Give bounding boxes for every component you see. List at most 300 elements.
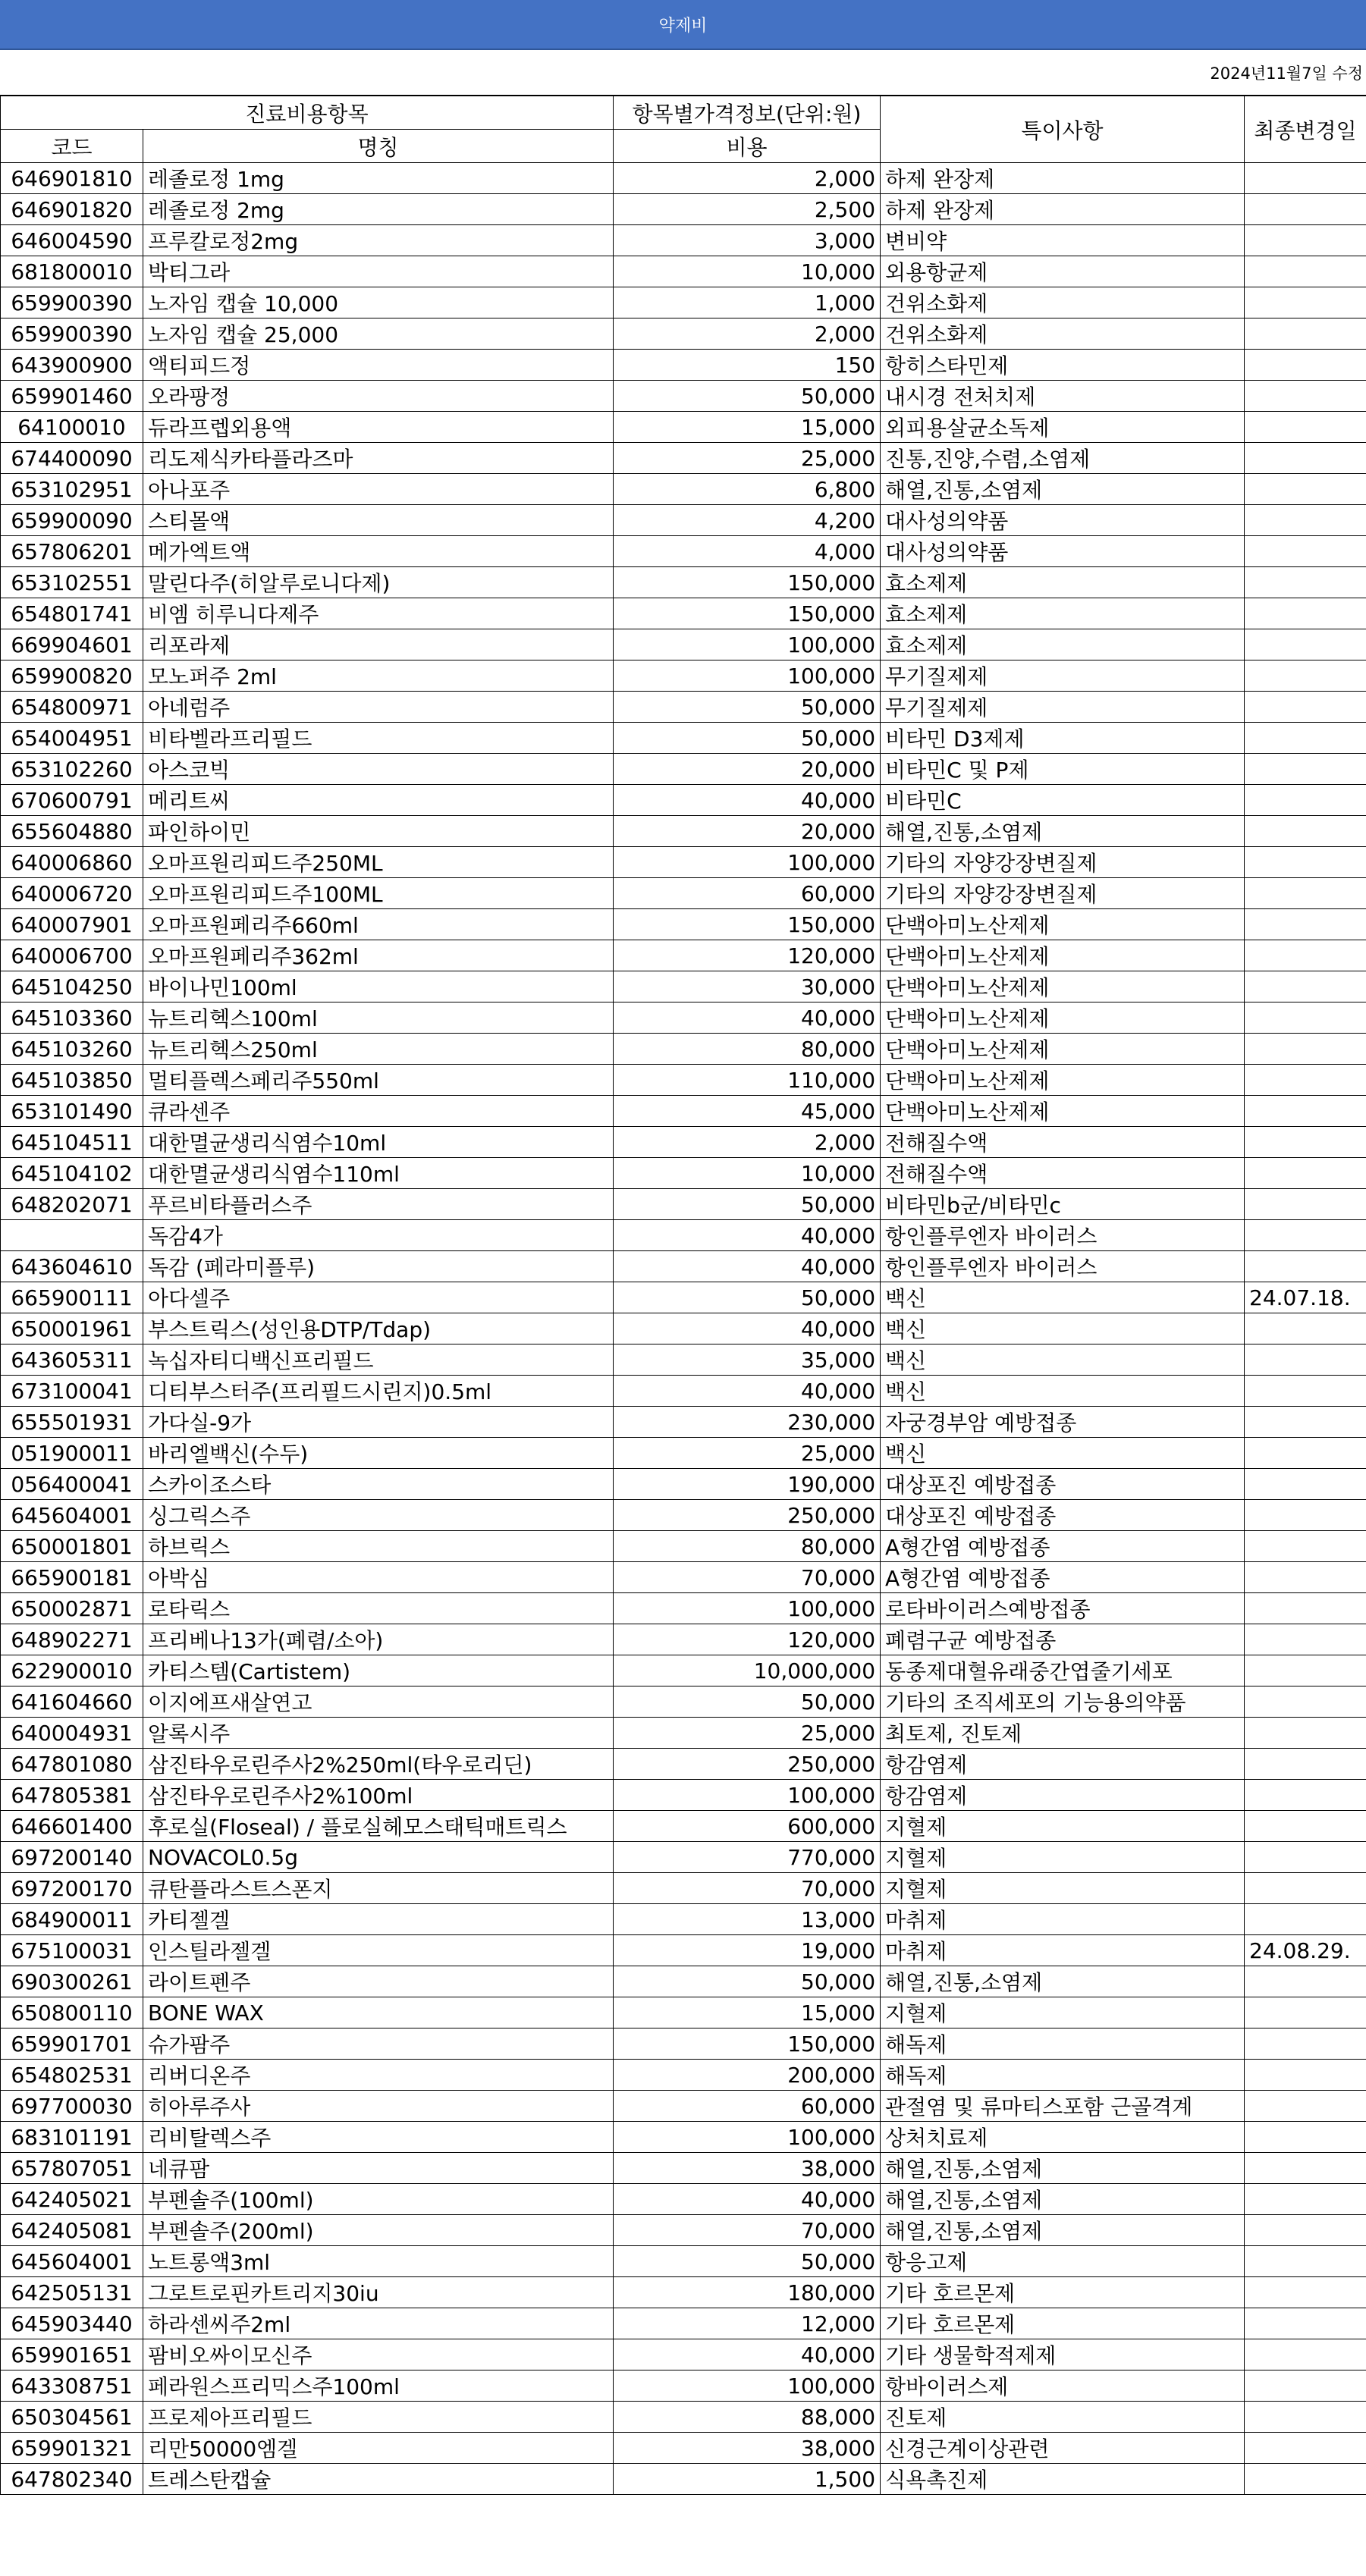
last-changed-cell: [1245, 1593, 1366, 1624]
cost-cell: 40,000: [614, 1251, 881, 1282]
note-cell: 백신: [881, 1282, 1245, 1313]
table-row: [1, 536, 1366, 567]
name-cell: 리비탈렉스주: [143, 2122, 614, 2153]
cost-cell: 80,000: [614, 1531, 881, 1562]
cost-cell: 35,000: [614, 1344, 881, 1376]
note-cell: 해독제: [881, 2028, 1245, 2060]
code-cell: 642405081: [1, 2215, 143, 2246]
last-changed-cell: [1245, 629, 1366, 660]
name-cell: 아박심: [143, 1562, 614, 1593]
code-cell: 659901651: [1, 2339, 143, 2370]
table-row: [1, 878, 1366, 909]
table-row: [1, 816, 1366, 847]
last-changed-cell: [1245, 350, 1366, 381]
last-changed-cell: [1245, 412, 1366, 443]
note-cell: 단백아미노산제제: [881, 909, 1245, 940]
code-cell: 659900390: [1, 318, 143, 350]
name-cell: 뉴트리헥스100ml: [143, 1002, 614, 1034]
code-cell: 681800010: [1, 256, 143, 287]
cost-cell: 230,000: [614, 1407, 881, 1438]
note-cell: 대상포진 예방접종: [881, 1469, 1245, 1500]
note-cell: 내시경 전처치제: [881, 381, 1245, 412]
table-row: [1, 1749, 1366, 1780]
cost-cell: 50,000: [614, 1189, 881, 1220]
table-row: [1, 1189, 1366, 1220]
cost-cell: 2,000: [614, 1127, 881, 1158]
code-cell: 640006720: [1, 878, 143, 909]
table-row: [1, 1002, 1366, 1034]
code-cell: 650001801: [1, 1531, 143, 1562]
cost-cell: 150,000: [614, 2028, 881, 2060]
code-cell: 647801080: [1, 1749, 143, 1780]
cost-cell: 40,000: [614, 2184, 881, 2215]
cost-cell: 20,000: [614, 754, 881, 785]
name-cell: BONE WAX: [143, 1997, 614, 2028]
note-cell: 항감염제: [881, 1780, 1245, 1811]
name-cell: NOVACOL0.5g: [143, 1842, 614, 1873]
last-changed-cell: [1245, 2091, 1366, 2122]
name-cell: 리버디온주: [143, 2060, 614, 2091]
table-row: [1, 692, 1366, 723]
cost-cell: 50,000: [614, 1282, 881, 1313]
table-row: [1, 723, 1366, 754]
note-cell: 대사성의약품: [881, 536, 1245, 567]
note-cell: 마취제: [881, 1904, 1245, 1935]
note-cell: 진통,진양,수렴,소염제: [881, 443, 1245, 474]
cost-cell: 100,000: [614, 629, 881, 660]
code-cell: 645604001: [1, 1500, 143, 1531]
last-changed-cell: [1245, 754, 1366, 785]
code-cell: 645103360: [1, 1002, 143, 1034]
code-cell: 646901820: [1, 194, 143, 225]
code-cell: 654004951: [1, 723, 143, 754]
last-changed-cell: [1245, 1096, 1366, 1127]
name-cell: 카티스템(Cartistem): [143, 1655, 614, 1686]
note-cell: 지혈제: [881, 1811, 1245, 1842]
note-cell: 백신: [881, 1313, 1245, 1344]
name-cell: 히아루주사: [143, 2091, 614, 2122]
name-cell: 오마프원페리주362ml: [143, 940, 614, 971]
note-cell: 단백아미노산제제: [881, 1096, 1245, 1127]
code-cell: 051900011: [1, 1438, 143, 1469]
last-changed-cell: [1245, 1065, 1366, 1096]
table-row: [1, 1531, 1366, 1562]
name-cell: 큐라센주: [143, 1096, 614, 1127]
name-cell: 하브릭스: [143, 1531, 614, 1562]
table-row: [1, 1780, 1366, 1811]
note-cell: 식욕촉진제: [881, 2464, 1245, 2495]
last-changed-cell: [1245, 971, 1366, 1002]
last-changed-cell: [1245, 1344, 1366, 1376]
note-cell: 백신: [881, 1438, 1245, 1469]
code-cell: 683101191: [1, 2122, 143, 2153]
code-cell: 640004931: [1, 1718, 143, 1749]
code-cell: 659901460: [1, 381, 143, 412]
cost-cell: 60,000: [614, 2091, 881, 2122]
revision-date: 2024년11월7일 수정: [0, 50, 1366, 96]
header-last-changed: 최종변경일: [1245, 96, 1366, 163]
cost-cell: 45,000: [614, 1096, 881, 1127]
last-changed-cell: [1245, 660, 1366, 692]
note-cell: 기타 호르몬제: [881, 2277, 1245, 2308]
table-row: [1, 971, 1366, 1002]
note-cell: 무기질제제: [881, 660, 1245, 692]
code-cell: 650002871: [1, 1593, 143, 1624]
code-cell: 643900900: [1, 350, 143, 381]
code-cell: 684900011: [1, 1904, 143, 1935]
last-changed-cell: [1245, 194, 1366, 225]
table-row: [1, 412, 1366, 443]
code-cell: 646601400: [1, 1811, 143, 1842]
name-cell: 녹십자티디백신프리필드: [143, 1344, 614, 1376]
cost-cell: 190,000: [614, 1469, 881, 1500]
table-body: [1, 163, 1366, 2495]
name-cell: 액티피드정: [143, 350, 614, 381]
code-cell: 653102260: [1, 754, 143, 785]
note-cell: 로타바이러스예방접종: [881, 1593, 1245, 1624]
table-row: [1, 318, 1366, 350]
table-row: [1, 1624, 1366, 1655]
note-cell: 효소제제: [881, 629, 1245, 660]
note-cell: 대사성의약품: [881, 505, 1245, 536]
cost-cell: 110,000: [614, 1065, 881, 1096]
name-cell: 비타벨라프리필드: [143, 723, 614, 754]
code-cell: 665900111: [1, 1282, 143, 1313]
last-changed-cell: [1245, 2277, 1366, 2308]
last-changed-cell: [1245, 1873, 1366, 1904]
last-changed-cell: [1245, 1966, 1366, 1997]
table-row: [1, 1562, 1366, 1593]
name-cell: 뉴트리헥스250ml: [143, 1034, 614, 1065]
name-cell: 삼진타우로린주사2%100ml: [143, 1780, 614, 1811]
note-cell: 마취제: [881, 1935, 1245, 1966]
name-cell: 대한멸균생리식염수10ml: [143, 1127, 614, 1158]
table-row: [1, 847, 1366, 878]
cost-cell: 50,000: [614, 692, 881, 723]
table-row: [1, 1593, 1366, 1624]
name-cell: 부펜솔주(200ml): [143, 2215, 614, 2246]
code-cell: 640007901: [1, 909, 143, 940]
table-row: [1, 1251, 1366, 1282]
note-cell: 전해질수액: [881, 1158, 1245, 1189]
sheet-title: 약제비: [0, 0, 1366, 50]
last-changed-cell: [1245, 1158, 1366, 1189]
cost-cell: 40,000: [614, 2339, 881, 2370]
code-cell: 650304561: [1, 2402, 143, 2433]
table-row: [1, 754, 1366, 785]
code-cell: 650001961: [1, 1313, 143, 1344]
name-cell: 푸르비타플러스주: [143, 1189, 614, 1220]
table-row: [1, 505, 1366, 536]
note-cell: 지혈제: [881, 1842, 1245, 1873]
cost-cell: 100,000: [614, 660, 881, 692]
code-cell: 665900181: [1, 1562, 143, 1593]
cost-cell: 180,000: [614, 2277, 881, 2308]
note-cell: 상처치료제: [881, 2122, 1245, 2153]
name-cell: 스카이조스타: [143, 1469, 614, 1500]
note-cell: 기타 생물학적제제: [881, 2339, 1245, 2370]
name-cell: 로타릭스: [143, 1593, 614, 1624]
note-cell: 항인플루엔자 바이러스: [881, 1220, 1245, 1251]
last-changed-cell: [1245, 2028, 1366, 2060]
code-cell: 622900010: [1, 1655, 143, 1686]
name-cell: 이지에프새살연고: [143, 1686, 614, 1718]
note-cell: 백신: [881, 1376, 1245, 1407]
last-changed-cell: [1245, 1438, 1366, 1469]
last-changed-cell: [1245, 2246, 1366, 2277]
cost-cell: 10,000: [614, 1158, 881, 1189]
table-row: [1, 350, 1366, 381]
name-cell: 멀티플렉스페리주550ml: [143, 1065, 614, 1096]
name-cell: 프루칼로정2mg: [143, 225, 614, 256]
code-cell: [1, 1220, 143, 1251]
cost-cell: 50,000: [614, 2246, 881, 2277]
name-cell: 아네럼주: [143, 692, 614, 723]
code-cell: 641604660: [1, 1686, 143, 1718]
name-cell: 박티그라: [143, 256, 614, 287]
code-cell: 659900090: [1, 505, 143, 536]
code-cell: 655501931: [1, 1407, 143, 1438]
cost-cell: 100,000: [614, 847, 881, 878]
cost-cell: 100,000: [614, 2370, 881, 2402]
name-cell: 메리트씨: [143, 785, 614, 816]
last-changed-cell: [1245, 723, 1366, 754]
code-cell: 643308751: [1, 2370, 143, 2402]
table-row: [1, 2339, 1366, 2370]
note-cell: 최토제, 진토제: [881, 1718, 1245, 1749]
header-item-group: 진료비용항목: [1, 96, 614, 130]
last-changed-cell: [1245, 2339, 1366, 2370]
table-row: [1, 2060, 1366, 2091]
header-price-group: 항목별가격정보(단위:원): [614, 96, 881, 130]
code-cell: 653101490: [1, 1096, 143, 1127]
code-cell: 64100010: [1, 412, 143, 443]
name-cell: 하라센씨주2ml: [143, 2308, 614, 2339]
cost-cell: 250,000: [614, 1749, 881, 1780]
cost-cell: 120,000: [614, 940, 881, 971]
name-cell: 알록시주: [143, 1718, 614, 1749]
table-row: [1, 2028, 1366, 2060]
code-cell: 648902271: [1, 1624, 143, 1655]
code-cell: 674400090: [1, 443, 143, 474]
note-cell: 하제 완장제: [881, 163, 1245, 194]
name-cell: 아다셀주: [143, 1282, 614, 1313]
last-changed-cell: [1245, 1127, 1366, 1158]
note-cell: 항감염제: [881, 1749, 1245, 1780]
cost-cell: 10,000: [614, 256, 881, 287]
name-cell: 네큐팜: [143, 2153, 614, 2184]
cost-cell: 80,000: [614, 1034, 881, 1065]
name-cell: 라이트펜주: [143, 1966, 614, 1997]
name-cell: 아나포주: [143, 474, 614, 505]
last-changed-cell: [1245, 2370, 1366, 2402]
code-cell: 645103850: [1, 1065, 143, 1096]
last-changed-cell: [1245, 1034, 1366, 1065]
cost-cell: 20,000: [614, 816, 881, 847]
table-row: [1, 1842, 1366, 1873]
code-cell: 643604610: [1, 1251, 143, 1282]
note-cell: 동종제대혈유래중간엽줄기세포: [881, 1655, 1245, 1686]
code-cell: 645104250: [1, 971, 143, 1002]
code-cell: 645903440: [1, 2308, 143, 2339]
cost-cell: 100,000: [614, 2122, 881, 2153]
last-changed-cell: [1245, 940, 1366, 971]
cost-cell: 50,000: [614, 1966, 881, 1997]
last-changed-cell: [1245, 225, 1366, 256]
name-cell: 리포라제: [143, 629, 614, 660]
name-cell: 슈가팜주: [143, 2028, 614, 2060]
cost-cell: 1,500: [614, 2464, 881, 2495]
header-cost: 비용: [614, 130, 881, 163]
note-cell: 해열,진통,소염제: [881, 2184, 1245, 2215]
note-cell: 비타민C: [881, 785, 1245, 816]
note-cell: 효소제제: [881, 598, 1245, 629]
name-cell: 메가엑트액: [143, 536, 614, 567]
code-cell: 653102951: [1, 474, 143, 505]
table-row: [1, 2246, 1366, 2277]
code-cell: 673100041: [1, 1376, 143, 1407]
code-cell: 653102551: [1, 567, 143, 598]
cost-cell: 50,000: [614, 381, 881, 412]
name-cell: 말린다주(히알루로니다제): [143, 567, 614, 598]
drug-price-table: [0, 96, 1366, 2495]
code-cell: 643605311: [1, 1344, 143, 1376]
table-row: [1, 785, 1366, 816]
name-cell: 레졸로정 1mg: [143, 163, 614, 194]
last-changed-cell: [1245, 2464, 1366, 2495]
cost-cell: 19,000: [614, 1935, 881, 1966]
name-cell: 가다실-9가: [143, 1407, 614, 1438]
table-row: [1, 2402, 1366, 2433]
note-cell: 외피용살균소독제: [881, 412, 1245, 443]
last-changed-cell: [1245, 318, 1366, 350]
last-changed-cell: [1245, 256, 1366, 287]
last-changed-cell: [1245, 692, 1366, 723]
name-cell: 모노퍼주 2ml: [143, 660, 614, 692]
note-cell: 기타의 자양강장변질제: [881, 847, 1245, 878]
last-changed-cell: [1245, 1407, 1366, 1438]
name-cell: 프리베나13가(폐렴/소아): [143, 1624, 614, 1655]
code-cell: 654800971: [1, 692, 143, 723]
table-row: [1, 1438, 1366, 1469]
last-changed-cell: [1245, 1780, 1366, 1811]
cost-cell: 25,000: [614, 443, 881, 474]
code-cell: 647802340: [1, 2464, 143, 2495]
table-row: [1, 474, 1366, 505]
note-cell: 항히스타민제: [881, 350, 1245, 381]
name-cell: 싱그릭스주: [143, 1500, 614, 1531]
name-cell: 그로트로핀카트리지30iu: [143, 2277, 614, 2308]
last-changed-cell: [1245, 1686, 1366, 1718]
cost-cell: 15,000: [614, 1997, 881, 2028]
cost-cell: 50,000: [614, 1686, 881, 1718]
cost-cell: 25,000: [614, 1718, 881, 1749]
table-row: [1, 1935, 1366, 1966]
table-row: [1, 1718, 1366, 1749]
name-cell: 노자임 캡슐 25,000: [143, 318, 614, 350]
name-cell: 파인하이민: [143, 816, 614, 847]
table-row: [1, 1500, 1366, 1531]
cost-cell: 100,000: [614, 1780, 881, 1811]
name-cell: 노자임 캡슐 10,000: [143, 287, 614, 318]
cost-cell: 4,200: [614, 505, 881, 536]
table-row: [1, 287, 1366, 318]
table-row: [1, 1376, 1366, 1407]
name-cell: 후로실(Floseal) / 플로실헤모스태틱매트릭스: [143, 1811, 614, 1842]
cost-cell: 600,000: [614, 1811, 881, 1842]
cost-cell: 40,000: [614, 1313, 881, 1344]
cost-cell: 100,000: [614, 1593, 881, 1624]
table-row: [1, 1065, 1366, 1096]
table-row: [1, 2122, 1366, 2153]
cost-cell: 40,000: [614, 1002, 881, 1034]
code-cell: 659900820: [1, 660, 143, 692]
last-changed-cell: [1245, 1189, 1366, 1220]
code-cell: 654801741: [1, 598, 143, 629]
cost-cell: 70,000: [614, 1873, 881, 1904]
note-cell: 단백아미노산제제: [881, 1034, 1245, 1065]
cost-cell: 2,500: [614, 194, 881, 225]
cost-cell: 38,000: [614, 2153, 881, 2184]
table-row: [1, 1127, 1366, 1158]
last-changed-cell: [1245, 1842, 1366, 1873]
last-changed-cell: [1245, 2308, 1366, 2339]
code-cell: 697200140: [1, 1842, 143, 1873]
note-cell: 해열,진통,소염제: [881, 816, 1245, 847]
code-cell: 647805381: [1, 1780, 143, 1811]
code-cell: 657807051: [1, 2153, 143, 2184]
name-cell: 부스트릭스(성인용DTP/Tdap): [143, 1313, 614, 1344]
cost-cell: 70,000: [614, 2215, 881, 2246]
table-row: [1, 194, 1366, 225]
note-cell: 건위소화제: [881, 318, 1245, 350]
note-cell: A형간염 예방접종: [881, 1531, 1245, 1562]
code-cell: 646901810: [1, 163, 143, 194]
cost-cell: 50,000: [614, 723, 881, 754]
table-row: [1, 1655, 1366, 1686]
last-changed-cell: [1245, 816, 1366, 847]
cost-cell: 30,000: [614, 971, 881, 1002]
last-changed-cell: [1245, 785, 1366, 816]
code-cell: 654802531: [1, 2060, 143, 2091]
last-changed-cell: [1245, 1749, 1366, 1780]
code-cell: 645104511: [1, 1127, 143, 1158]
cost-cell: 150,000: [614, 598, 881, 629]
note-cell: 항바이러스제: [881, 2370, 1245, 2402]
code-cell: 650800110: [1, 1997, 143, 2028]
code-cell: 646004590: [1, 225, 143, 256]
last-changed-cell: [1245, 1251, 1366, 1282]
name-cell: 프로제아프리필드: [143, 2402, 614, 2433]
table-row: [1, 443, 1366, 474]
last-changed-cell: [1245, 1718, 1366, 1749]
cost-cell: 1,000: [614, 287, 881, 318]
name-cell: 노트롱액3ml: [143, 2246, 614, 2277]
name-cell: 아스코빅: [143, 754, 614, 785]
table-row: [1, 2464, 1366, 2495]
table-row: [1, 1313, 1366, 1344]
last-changed-cell: [1245, 567, 1366, 598]
name-cell: 오마프원리피드주250ML: [143, 847, 614, 878]
table-row: [1, 1344, 1366, 1376]
note-cell: 건위소화제: [881, 287, 1245, 318]
last-changed-cell: [1245, 1500, 1366, 1531]
last-changed-cell: [1245, 443, 1366, 474]
table-row: [1, 1997, 1366, 2028]
cost-cell: 25,000: [614, 1438, 881, 1469]
last-changed-cell: [1245, 878, 1366, 909]
table-row: [1, 660, 1366, 692]
